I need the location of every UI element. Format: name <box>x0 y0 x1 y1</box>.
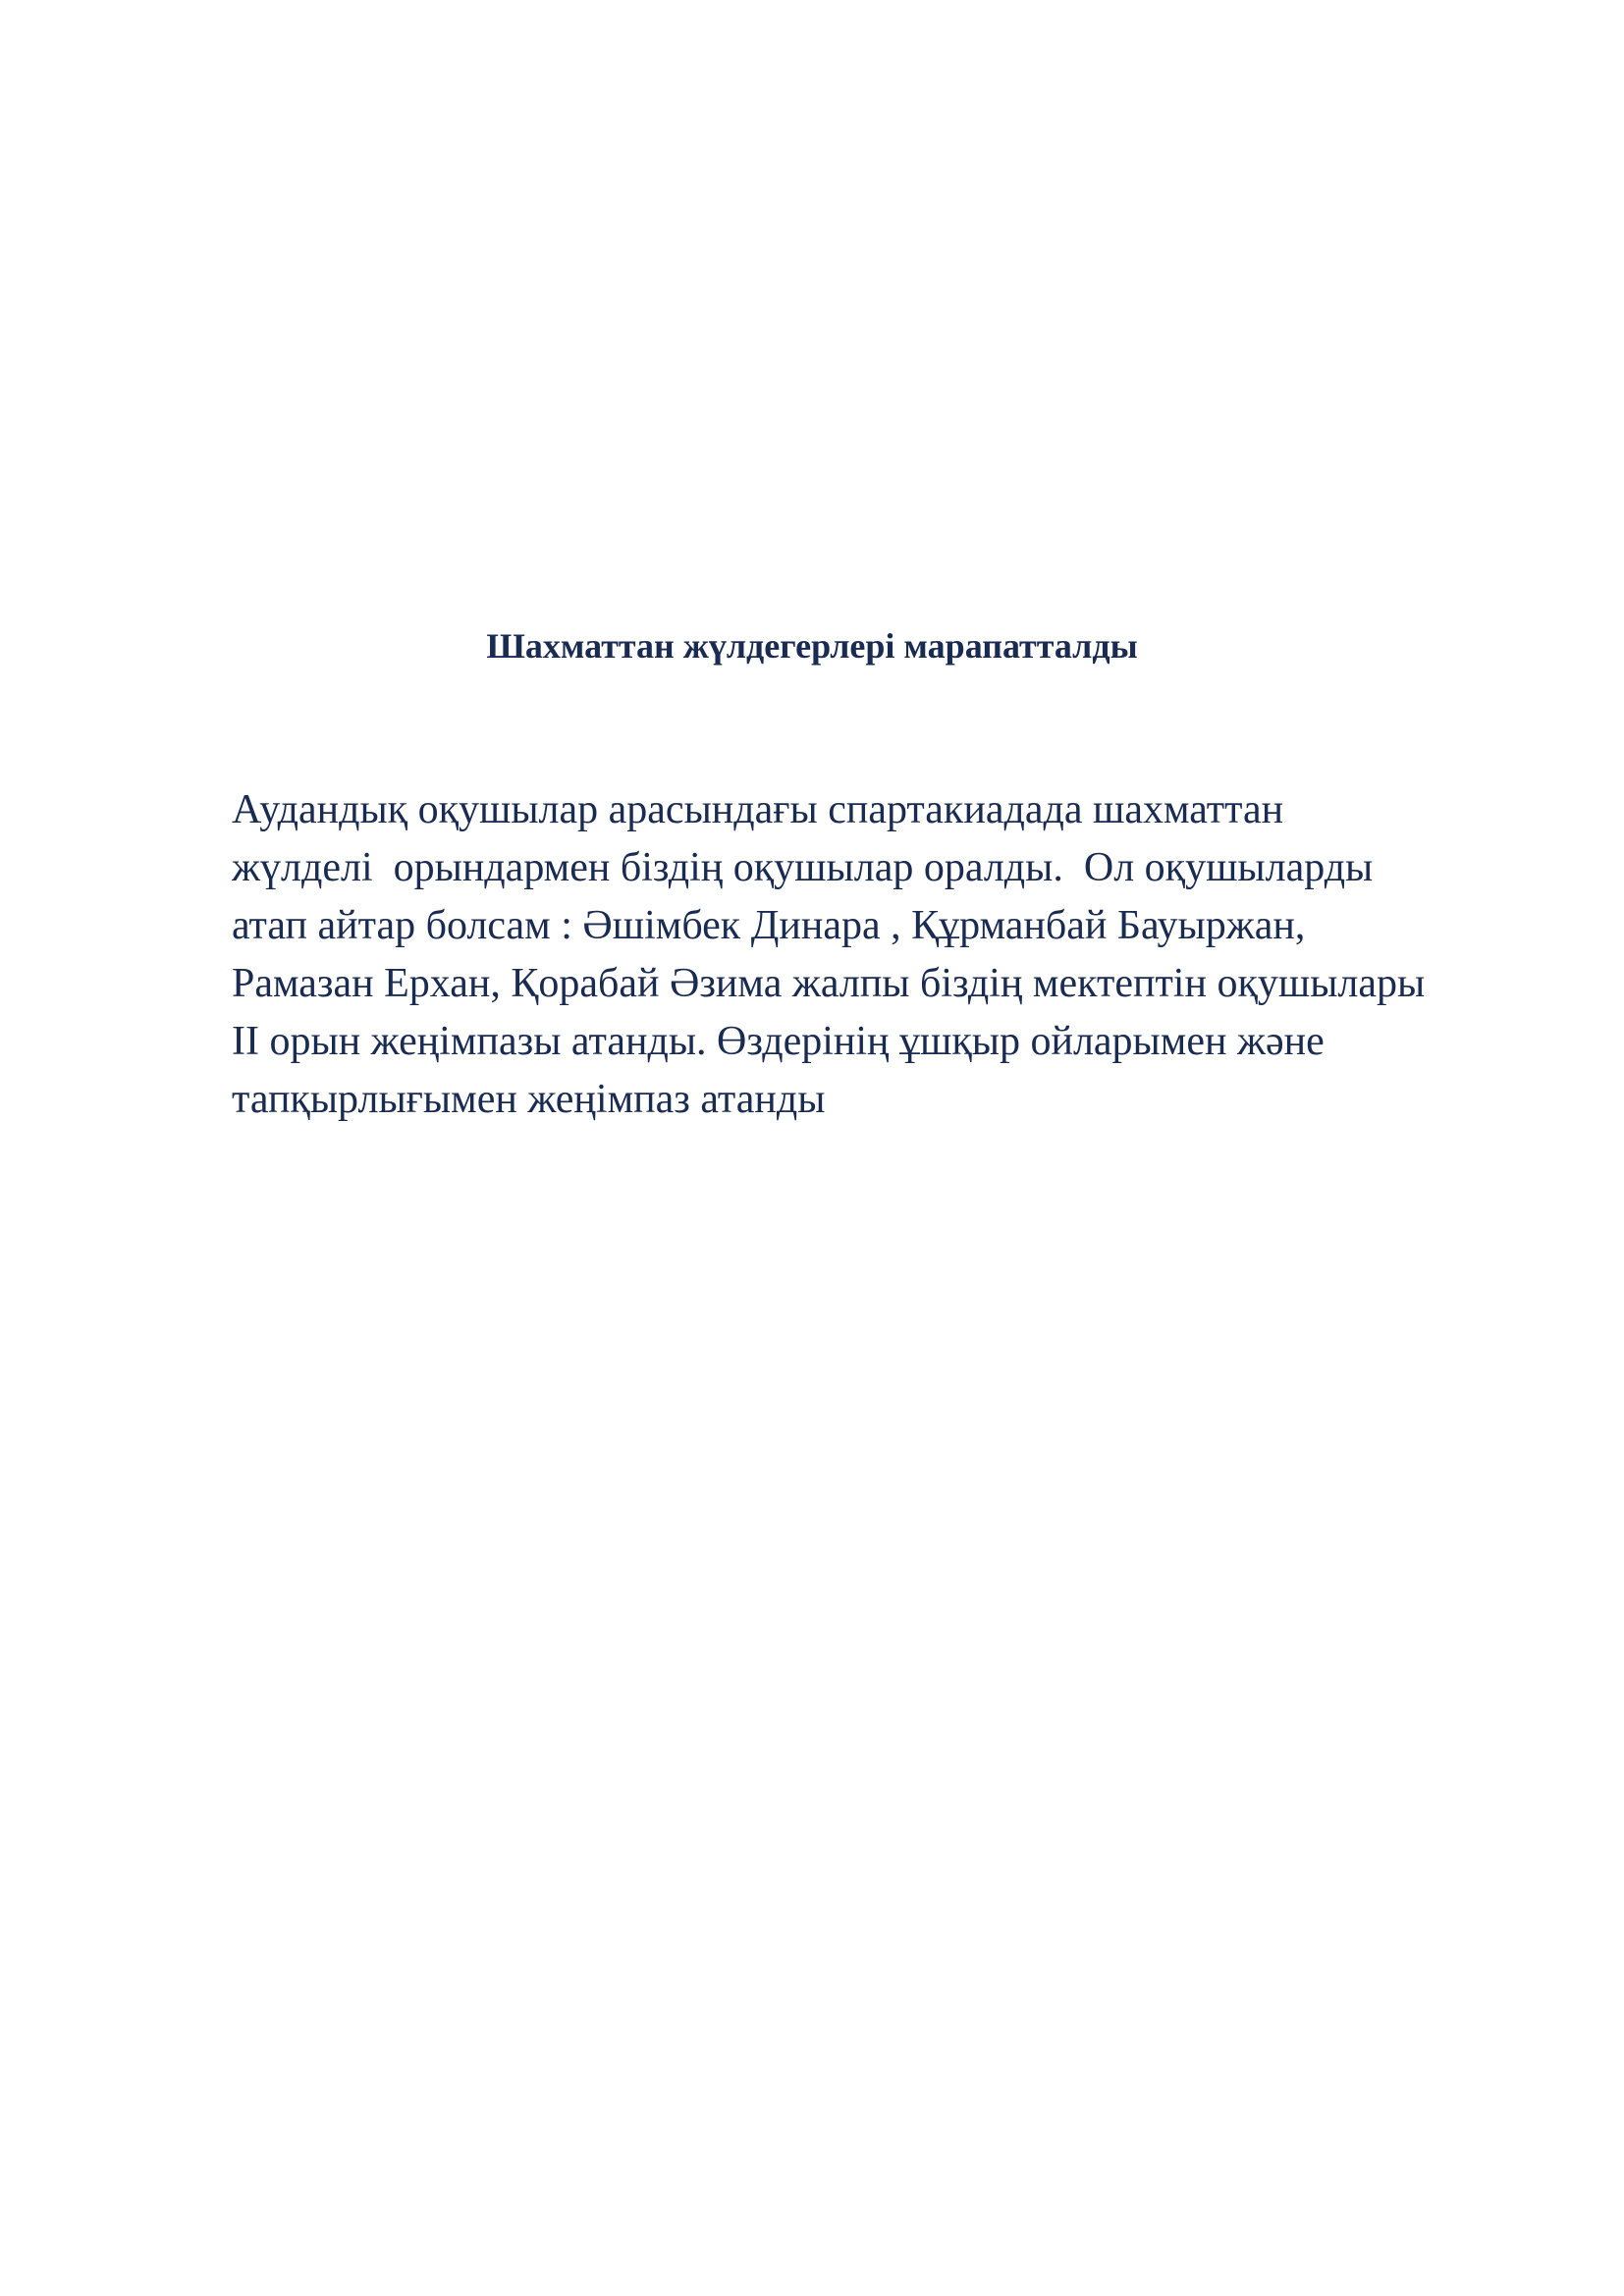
paragraph-line: Рамазан Ерхан, Қорабай Әзима жалпы біздің мектептін оқушылары <box>232 961 1426 1006</box>
paragraph-line: атап айтар болсам : Әшімбек Динара , Құрманбай Бауыржан, <box>232 903 1306 948</box>
body-paragraph <box>232 781 1528 1129</box>
document-title: Шахматтан жүлдегерлері марапатталды <box>486 626 1138 666</box>
paragraph-line: II орын жеңімпазы атанды. Өздерінің ұшқыр ойларымен және <box>232 1019 1325 1064</box>
paragraph-line: Аудандық оқушылар арасындағы спартакиадада шахматтан <box>232 787 1284 832</box>
paragraph-line: тапқырлығымен жеңімпаз атанды <box>232 1077 826 1122</box>
paragraph-line: жүлделі орындармен біздің оқушылар оралды. Ол оқушыларды <box>232 845 1374 890</box>
